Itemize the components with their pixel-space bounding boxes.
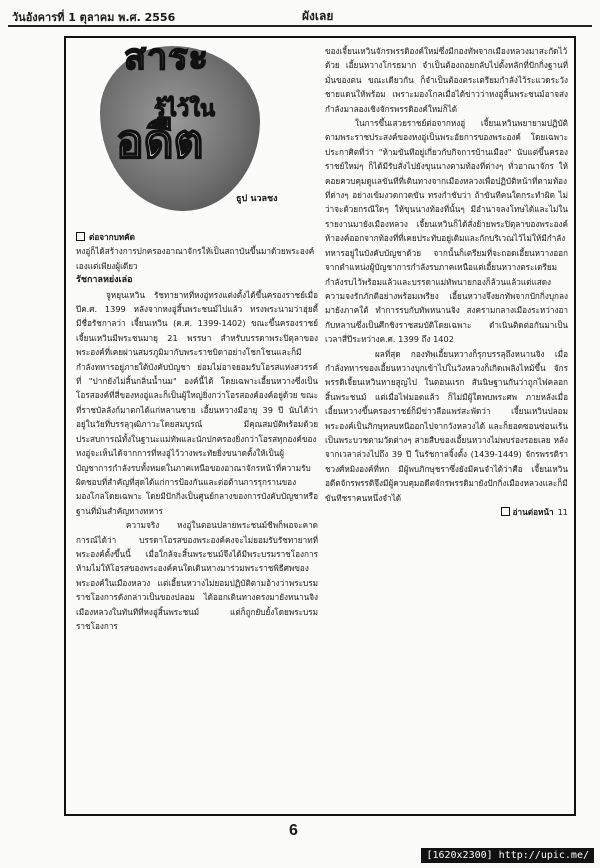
header-rule [8, 25, 592, 27]
section-subhead: รัชกาลหย่งเล่อ [76, 275, 133, 286]
paragraph-right-1: ของเจี้ยนเหวินจักรพรรดิองค์ใหม่ซึ่งมีกองทัพจากเมืองหลวงมาสะกัดไว้ด้วย เอี้ยนหวางโกรธมาก จำเป็นต้องถอยกลับไปตั้งหลักที่ปักกิ่งฐานที่มั่นของตน ขณะเดียวกัน ก็จำเป็นต้องตระเตรียมกำลังไว้ระแวดระวังชายแดนให้พร้อม เพราะมองโกลเมื่อได้ข่าวว่าหงอู่สิ้นพระชนม์อาจส่งกำลังมาลองเชิงจักรพรรดิองค์ใหม่ก็ได้ [325, 46, 568, 114]
paragraph-left-1: จูหยุนเหวิน รัชทายาทที่หงอู่ทรงแต่งตั้งได้ขึ้นครองราชย์เมื่อปีค.ศ. 1399 หลังจากหงอู่สิ้นพระชนม์ไปแล้ว ทรงพระนามว่าฮุ่ยตี้ มีชื่อรัชกาลว่า เจี้ยนเหวิน (ค.ศ. 1399-1402) ขณะขึ้นครองราชย์ เจี้ยนเหวินมีพระชนมายุ 21 พรรษา สำหรับบรรดาพระปิตุลาของพระองค์ที่เคยผ่านสมรภูมิมากับพระราชบิดาอย่างโชกโชนและก็มีกำลังทหารอยู่ภายใต้บังคับบัญชา ย่อมไม่อาจยอมรับโอรสแห่งสวรรค์ที่ "ปากยังไม่สิ้นกลิ่นน้ำนม" องค์นี้ได้ โดยเฉพาะเอี้ยนหวางซึ่งเป็นโอรสองค์ที่สี่ของหงอู่และก็เป็นผู้ใหญ่ยิ่งกว่าโอรสองค์องค์อยู่ด้วย ขณะที่ราชบัลลังก์มาตกได้แก่หลานชาย เอี้ยนหวางมีอายุ 39 ปี นับได้ว่า อยู่ในวัยที่บรรลุวุฒิภาวะโดยสมบูรณ์ มีคุณสมบัติพร้อมด้วยประสบการณ์ทั้งในฐานะแม่ทัพและนักปกครองยิ่งกว่าโอรสทุกองค์ของหงอู่จะเห็นได้จากการที่หงอู่ไว้วางพระทัยยิ่งขนาดตั้งให้เป็นผู้บัญชาการกำลังรบทั้งหมดในภาคเหนือของอาณาจักรหน้าที่ความรับผิดชอบที่สำคัญที่สุดได้แก่การป้องกันและต่อต้านการรุกรานของมองโกลโดยเฉพาะ โดยมีปักกิ่งเป็นศูนย์กลางของการบังคับบัญชาหรือฐานที่มั่นสำคัญทางทหาร [76, 289, 318, 516]
continue-reading-label: อ่านต่อหน้า [512, 507, 554, 517]
watermark: [1620x2300] http://upic.me/ [421, 848, 594, 863]
right-column [325, 44, 568, 519]
author-byline: ธูป นวลชง [236, 194, 278, 204]
paragraph-intro: หงอู่ก็ได้สร้างการปกครองอาณาจักรให้เป็นสถาบันขึ้นมาด้วยพระองค์เองแต่เพียงผู้เดียว [76, 246, 315, 271]
continue-page-number: 11 [557, 507, 568, 517]
title-block [100, 36, 278, 216]
magazine-name: ผังเลย [302, 9, 334, 23]
continued-label [76, 230, 318, 244]
left-column [76, 36, 318, 633]
title-line-3: อดีต [116, 114, 204, 168]
paragraph-right-2: ในการขึ้นเสวยราชย์ต่อจากหงอู่ เจี้ยนเหวินพยายามปฏิบัติตามพระราชประสงค์ของหงอู่เป็นพระอัยการของพระองค์ โดยเฉพาะประกาศิตที่ว่า "ห้ามขันทีอยู่เกี่ยวกับกิจการบ้านเมือง" นับแต่ขึ้นครองราชย์ใหม่ๆ ก็ได้มีรับสั่งไปยังขุนนางตามท้องที่ต่างๆ ทั่วอาณาจักร ให้คอยควบคุมดูแลขันทีที่เดินทางจากเมืองหลวงเพื่อปฏิบัติหน้าที่ตามท้องที่ต่างๆ อย่างเข้มงวดกวดขัน ทรงกำชับว่า ถ้าขันทีคนใดกระทำผิด ไม่ว่าจะด้วยกรณีใดๆ ให้ขุนนางท้องที่นั้นๆ มีอำนาจลงโทษได้และไม่ในรายงานมายังเมืองหลวง เจี้ยนเหวินก็ได้สั่งย้ายพระปิตุลาของพระองค์ห้าองค์ออกจากท้องที่ที่เคยประทับอยู่เดิมและกักบริเวณไว้ไม่ให้มีกำลังทหารอยู่ในบังคับบัญชาด้วย จากนั้นก็เตรียมที่จะถอดเอี้ยนหวางออกจากตำแหน่งผู้บัญชาการกำลังรบภาคเหนือแต่เอี้ยนหวางตระเตรียมกำลังรบไว้พร้อมแล้วและบรรดาแม่ทัพนายกองก็ล้วนแล้วแต่แสดงความจงรักภักดีอย่างพร้อมเพรียง เอี้ยนหวางจึงยกทัพจากปักกิ่งบุกลงมายังภาคใต้ ทำการรบกับทัพหนานจิง สงครามกลางเมืองระหว่างอากับหลานซึ่งเป็นศึกชิงราชสมบัติโดยเฉพาะ ดำเนินติดต่อกันมาเป็นเวลาสี่ปีระหว่างค.ศ. 1399 ถึง 1402 [325, 118, 568, 345]
page-header [12, 8, 588, 24]
paragraph-left-2: ความจริง หงอู่ในตอนปลายพระชนม์ชีพก็พอจะคาดการณ์ได้ว่า บรรดาโอรสของพระองค์คงจะไม่ยอมรับรัชทายาทที่พระองค์ตั้งขึ้นนี้ เมื่อใกล้จะสิ้นพระชนม์จึงได้มีพระบรมราชโองการห้ามไม่ให้โอรสของพระองค์คนใดเดินทางมาร่วมพระราชพิธีศพของพระองค์ในเมืองหลวง แต่เอี้ยนหวางไม่ยอมปฏิบัติตามอ้างว่าพระบรมราชโองการดังกล่าวเป็นของปลอม ได้ออกเดินทางตรงมายังหนานจิงเมืองหลวงในทันทีที่หงอู่สิ้นพระชนม์ แต่ก็ถูกยับยั้งโดยพระบรมราชโองการ [76, 520, 318, 631]
article-frame [64, 36, 576, 816]
checkbox-square-icon [76, 232, 85, 241]
issue-date: วันอังคารที่ 1 ตุลาคม พ.ศ. 2556 [12, 11, 176, 24]
checkbox-square-icon [501, 507, 510, 516]
continued-text: ต่อจากบทคัด [89, 232, 135, 242]
paragraph-right-3: ผลที่สุด กองทัพเอี้ยนหวางก็รุกบรรลุถึงหนานจิง เมื่อกำลังทหารของเอี้ยนหวางบุกเข้าไปในวังหลวงก็เกิดเพลิงไหม้ขึ้น จักรพรรดิเจี้ยนเหวินหายสูญไป ในตอนแรก สันนิษฐานกันว่าถูกไฟคลอกสิ้นพระชนม์ แต่เมื่อไฟมอดแล้ว ก็ไม่มีผู้ใดพบพระศพ ภายหลังเมื่อเอี้ยนหวางขึ้นครองราชย์ก็มีข่าวลือแพร่สะพัดว่า เจี้ยนเหวินปลอมพระองค์เป็นภิกษุหลบหนีออกไปจากวังหลวงได้ และก็ยอดซอนซ่อนเร้นเป็นพระบวชตามวัดต่างๆ สายสืบของเอี้ยนหวางไม่พบร่องรอยเลย หลังจากเวลาล่วงไปถึง 39 ปี ในรัชกาลจิ้งตั้ง (1439-1449) จักรพรรดิราชวงศ์หมิงองค์ที่หก มีผู้พบภิกษุชราซึ่งยังมีคนจำได้ว่าคือ เจี้ยนเหวินอดีตจักรพรรดิจึงมีผู้ควบคุมอดีตจักรพรรดิมายังปักกิ่งเมืองหลวงและก็มีขันทีชราคนหนึ่งจำได้ [325, 348, 568, 503]
continue-reading [325, 505, 568, 519]
page-number: 6 [289, 822, 298, 839]
title-line-2: รู้ไว้ใน [154, 96, 216, 122]
title-line-1: สาระ [124, 36, 209, 78]
